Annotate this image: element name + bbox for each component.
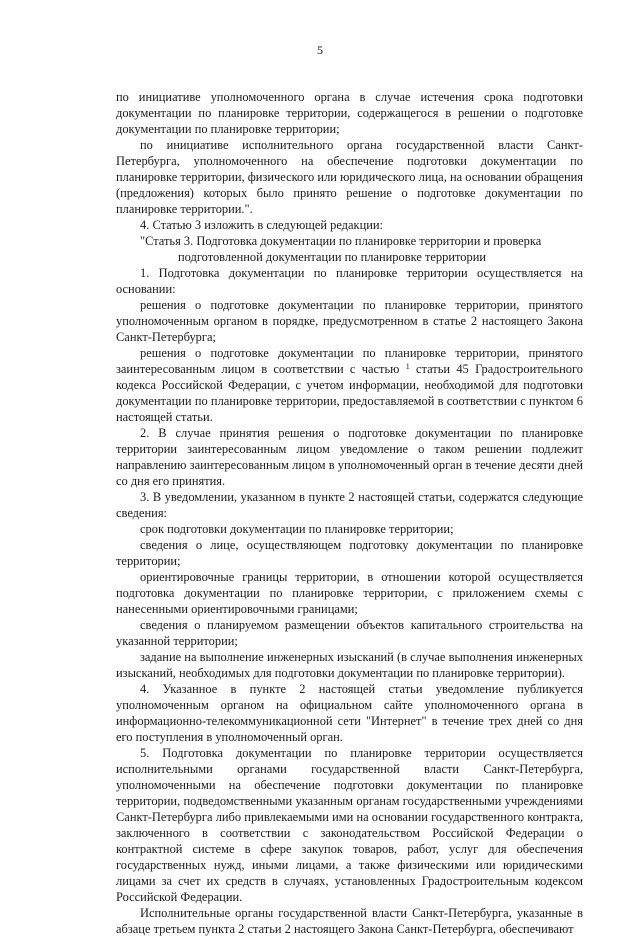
- superscript: 1: [405, 362, 410, 371]
- article-heading: "Статья 3. Подготовка документации по планировке территории и проверка: [140, 234, 542, 248]
- paragraph: Исполнительные органы государственной власти Санкт-Петербурга, указанные в абзаце третьем пункта 2 статьи 2 настоящего Закона Санкт-Петербурга, обеспечивают: [116, 906, 583, 936]
- paragraph-text-before: решения о подготовке документации по планировке территории, принятого заинтересованным лицом в соответствии с частью: [116, 346, 583, 376]
- paragraph: 4. Статью 3 изложить в следующей редакции:: [140, 218, 383, 232]
- paragraph: задание на выполнение инженерных изысканий (в случае выполнения инженерных изысканий, необходимых для подготовки документации по планировке территории).: [116, 650, 583, 680]
- paragraph: 3. В уведомлении, указанном в пункте 2 настоящей статьи, содержатся следующие сведения:: [116, 490, 583, 520]
- paragraph: срок подготовки документации по планировке территории;: [140, 522, 454, 536]
- paragraph: решения о подготовке документации по планировке территории, принятого уполномоченным органом в порядке, предусмотренном в статье 2 настоящего Закона Санкт-Петербурга;: [116, 298, 583, 344]
- paragraph: 4. Указанное в пункте 2 настоящей статьи уведомление публикуется уполномоченным органом на официальном сайте уполномоченного органа в информационно-телекоммуникационной сети "Интернет" в течение трех дней со дня его поступления в уполномоченный орган.: [116, 682, 583, 744]
- paragraph: по инициативе исполнительного органа государственной власти Санкт-Петербурга, уполномоченного на обеспечение подготовки документации по планировке территории, физического или юридического лица, на основании обращения (предложения) которых было принято решение о подготовке документации по планировке территории.".: [116, 138, 583, 216]
- paragraph: 2. В случае принятия решения о подготовке документации по планировке территории заинтересованным лицом уведомление о таком решении подлежит направлению заинтересованным лицом в уполномоченный орган в течение десяти дней со дня его принятия.: [116, 426, 583, 488]
- page-number: 5: [317, 43, 323, 57]
- paragraph: по инициативе уполномоченного органа в случае истечения срока подготовки документации по планировке территории, содержащегося в решении о подготовке документации по планировке территории;: [116, 90, 583, 136]
- article-heading-continued: подготовленной документации по планировке территории: [178, 250, 487, 264]
- paragraph-with-superscript: [116, 345, 583, 425]
- document-body: [116, 89, 583, 937]
- paragraph: сведения о лице, осуществляющем подготовку документации по планировке территории;: [116, 538, 583, 568]
- paragraph: 1. Подготовка документации по планировке территории осуществляется на основании:: [116, 266, 583, 296]
- paragraph: сведения о планируемом размещении объектов капитального строительства на указанной территории;: [116, 618, 583, 648]
- paragraph: 5. Подготовка документации по планировке территории осуществляется исполнительными органами государственной власти Санкт-Петербурга, уполномоченными на обеспечение подготовки документации по планировке территории, подведомственными указанным органам государственными учреждениями Санкт-Петербурга либо привлекаемыми ими на основании государственного контракта, заключенного в соответствии с законодательством Российской Федерации о контрактной системе в сфере закупок товаров, работ, услуг для обеспечения государственных нужд, иными лицами, а также физическими или юридическими лицами за счет их средств в случаях, установленных Градостроительным кодексом Российской Федерации.: [116, 746, 583, 904]
- paragraph: ориентировочные границы территории, в отношении которой осуществляется подготовка документации по планировке территории, с приложением схемы с нанесенными ориентировочными границами;: [116, 570, 583, 616]
- paragraph-text-after: статьи 45 Градостроительного кодекса Российской Федерации, с учетом информации, необходимой для подготовки документации по планировке территории, предоставляемой в соответствии с пунктом 6 настоящей статьи.: [116, 362, 583, 424]
